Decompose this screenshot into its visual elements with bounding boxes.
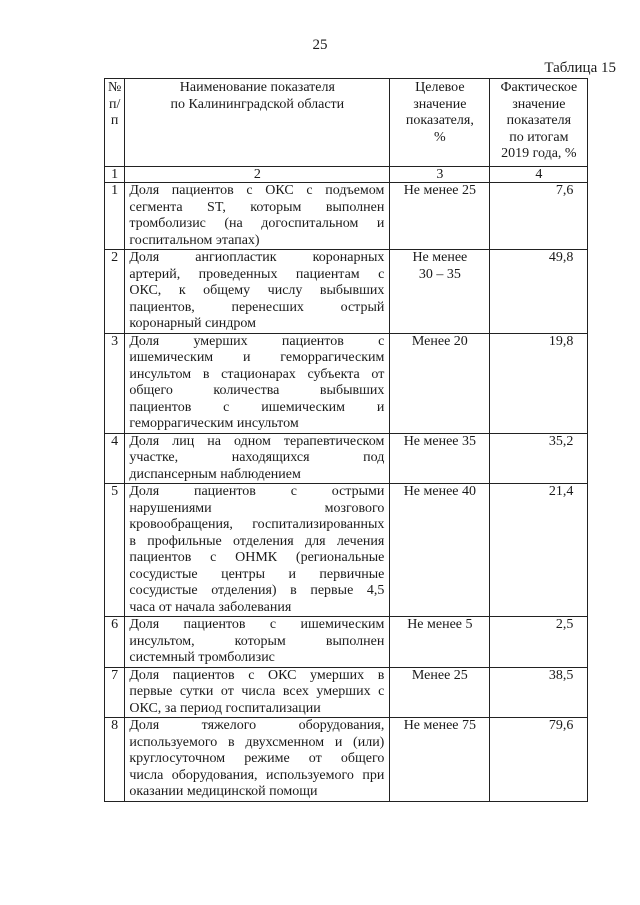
header-target-line: значение <box>413 96 467 112</box>
header-name-line: по Калининградской области <box>170 96 345 112</box>
header-target-line: показателя, <box>405 113 474 128</box>
indicator-name-line: Доля умерших пациентов с <box>129 333 385 349</box>
header-fact-line: значение <box>512 96 566 112</box>
row-number: 2 <box>105 250 125 334</box>
target-value <box>390 333 490 433</box>
target-value-line: Менее 25 <box>411 667 468 683</box>
table-row <box>105 183 588 250</box>
page-number: 25 <box>312 37 328 53</box>
actual-value: 79,6 <box>490 718 588 802</box>
target-value <box>390 250 490 334</box>
row-number: 4 <box>105 433 125 484</box>
indicator-name <box>125 183 390 250</box>
target-value <box>390 718 490 802</box>
target-value <box>390 433 490 484</box>
actual-value: 21,4 <box>490 484 588 617</box>
indicator-name-line: пациентов с ОНМК (региональные <box>129 550 385 565</box>
indicator-name-line: числа оборудования, используемого при <box>129 767 385 783</box>
indicator-name-line: первые сутки от числа всех умерших с <box>129 684 385 699</box>
header-name <box>125 79 390 167</box>
indicator-name-line: тромболизис (на догоспитальном и <box>129 216 385 231</box>
row-number: 7 <box>105 667 125 718</box>
indicator-name-line: в профильные отделения для лечения <box>129 533 385 549</box>
target-value <box>390 617 490 668</box>
indicator-name-line: сосудистые отделения) в первые 4,5 <box>129 583 385 598</box>
indicator-name-line: пациентов, перенесших острый <box>129 299 385 315</box>
indicator-name <box>125 617 390 668</box>
indicator-name-line: ОКС, за период госпитализации <box>129 700 321 716</box>
header-num-line: п/п <box>108 96 121 128</box>
header-fact-line: показателя <box>506 113 572 128</box>
row-number: 6 <box>105 617 125 668</box>
row-number: 1 <box>105 183 125 250</box>
header-num-line: № <box>108 80 122 95</box>
indicator-name-line: госпитальном этапах) <box>129 232 260 248</box>
header-num <box>105 79 125 167</box>
indicator-name-line: круглосуточном режиме от общего <box>129 751 385 766</box>
indicator-name-line: сегмента ST, которым выполнен <box>129 199 385 215</box>
indicator-name-line: Доля ангиопластик коронарных <box>129 250 385 265</box>
indicator-name-line: общего количества выбывших <box>129 383 385 398</box>
indicator-name-line: Доля пациентов с ишемическим <box>129 617 385 632</box>
indicator-name-line: инсультом, которым выполнен <box>129 633 385 649</box>
actual-value: 38,5 <box>490 667 588 718</box>
indicator-name-line: Доля пациентов с ОКС умерших в <box>129 667 385 683</box>
header-fact-line: Фактическое <box>500 80 578 95</box>
column-index: 1 <box>105 167 125 183</box>
indicator-name-line: пациентов с ишемическим и <box>129 399 385 415</box>
indicator-name-line: нарушениями мозгового <box>129 500 385 516</box>
target-value-line: Не менее 5 <box>407 617 473 632</box>
indicator-name <box>125 667 390 718</box>
target-value-line: Менее 20 <box>411 333 468 349</box>
table-row <box>105 484 588 617</box>
table-row <box>105 333 588 433</box>
indicator-name-line: оказании медицинской помощи <box>129 784 318 799</box>
indicator-name-line: диспансерным наблюдением <box>129 466 301 482</box>
indicator-name-line: кровообращения, госпитализированных <box>129 517 385 532</box>
header-target <box>390 79 490 167</box>
indicator-name <box>125 433 390 484</box>
indicator-name-line: используемого в двухсменном и (или) <box>129 734 385 750</box>
header-target-line: Целевое <box>415 80 465 95</box>
indicator-name-line: Доля тяжелого оборудования, <box>129 718 385 733</box>
column-index: 4 <box>490 167 588 183</box>
indicator-name-line: Доля лиц на одном терапевтическом <box>129 433 385 449</box>
table-caption: Таблица 15 <box>544 60 616 76</box>
column-index: 3 <box>390 167 490 183</box>
table-header-row <box>105 79 588 167</box>
indicator-name-line: системный тромболизис <box>129 650 275 665</box>
indicator-name <box>125 718 390 802</box>
header-target-line: % <box>434 129 446 145</box>
indicator-name-line: сосудистые центры и первичные <box>129 566 385 582</box>
header-fact-line: по итогам <box>509 129 569 145</box>
target-value-line: Не менее <box>412 250 468 265</box>
row-number: 5 <box>105 484 125 617</box>
table-row <box>105 667 588 718</box>
actual-value: 7,6 <box>490 183 588 250</box>
row-number: 3 <box>105 333 125 433</box>
actual-value: 35,2 <box>490 433 588 484</box>
row-number: 8 <box>105 718 125 802</box>
indicator-name-line: Доля пациентов с острыми <box>129 484 385 499</box>
target-value <box>390 484 490 617</box>
indicator-name-line: ишемическим и геморрагическим <box>129 350 385 365</box>
table-row <box>105 433 588 484</box>
indicator-name-line: участке, находящихся под <box>129 450 385 465</box>
actual-value: 2,5 <box>490 617 588 668</box>
table-row <box>105 250 588 334</box>
indicator-name-line: артерий, проведенных пациентам с <box>129 266 385 282</box>
indicator-name-line: инсультом в стационарах субъекта от <box>129 366 385 382</box>
indicator-name-line: геморрагическим инсультом <box>129 416 299 431</box>
header-fact-line: 2019 года, % <box>501 146 577 161</box>
header-fact <box>490 79 588 167</box>
column-index: 2 <box>125 167 390 183</box>
target-value-line: Не менее 40 <box>403 484 477 499</box>
target-value-line: 30 – 35 <box>418 266 461 282</box>
target-value-line: Не менее 25 <box>403 183 477 198</box>
indicator-name <box>125 484 390 617</box>
table-row <box>105 617 588 668</box>
indicator-name-line: коронарный синдром <box>129 316 256 331</box>
target-value <box>390 183 490 250</box>
indicator-name <box>125 250 390 334</box>
indicators-table <box>104 78 588 802</box>
indicator-name-line: Доля пациентов с ОКС с подъемом <box>129 183 385 198</box>
target-value-line: Не менее 35 <box>403 433 477 449</box>
target-value-line: Не менее 75 <box>403 718 477 733</box>
column-index-row <box>105 167 588 183</box>
indicator-name <box>125 333 390 433</box>
table-row <box>105 718 588 802</box>
indicator-name-line: часа от начала заболевания <box>129 599 292 615</box>
header-name-line: Наименование показателя <box>179 80 335 95</box>
actual-value: 49,8 <box>490 250 588 334</box>
indicator-name-line: ОКС, к общему числу выбывших <box>129 283 385 298</box>
target-value <box>390 667 490 718</box>
actual-value: 19,8 <box>490 333 588 433</box>
